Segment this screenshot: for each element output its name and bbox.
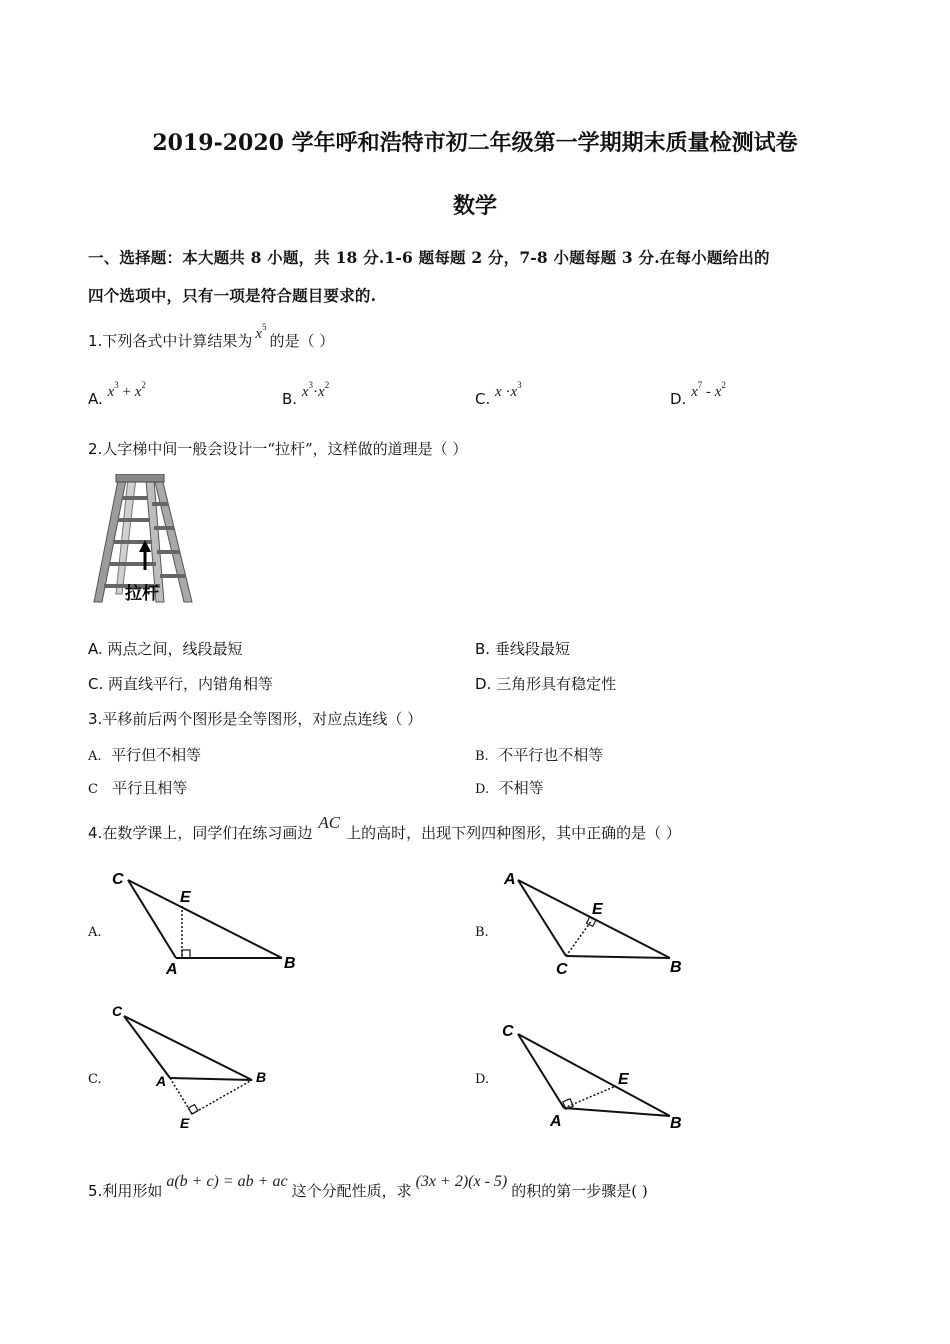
question-text-mid: 这个分配性质，求 bbox=[291, 1182, 412, 1200]
figure-d-label: D. bbox=[475, 1072, 490, 1087]
svg-text:B: B bbox=[670, 1115, 682, 1132]
svg-text:C: C bbox=[556, 961, 568, 978]
svg-text:B: B bbox=[256, 1069, 267, 1085]
svg-text:E: E bbox=[618, 1071, 629, 1088]
section-header-line1: 一、选择题：本大题共 8 小题，共 18 分.1-6 题每题 2 分，7-8 小题每题 3 分.在每小题给出的 bbox=[88, 248, 770, 267]
svg-text:B: B bbox=[670, 959, 682, 976]
q1-option-c[interactable]: C. $x \cdot x^3$ bbox=[475, 380, 522, 408]
figure-a-label: A. bbox=[88, 925, 102, 940]
question-number: 1. bbox=[88, 332, 103, 350]
svg-text:C: C bbox=[502, 1023, 514, 1040]
question-number: 5. bbox=[88, 1182, 103, 1200]
question-4 bbox=[88, 813, 681, 843]
math-expression: $x^7 - x^2$ bbox=[691, 380, 726, 400]
q3-option-d[interactable]: D. 不相等 bbox=[475, 779, 544, 797]
question-text: 人字梯中间一般会设计一“拉杆”，这样做的道理是（ ） bbox=[102, 440, 468, 458]
svg-text:C: C bbox=[112, 871, 124, 888]
svg-text:B: B bbox=[284, 955, 296, 972]
q3-option-c[interactable]: C 平行且相等 bbox=[88, 779, 188, 797]
question-text: 平移前后两个图形是全等图形，对应点连线（ ） bbox=[102, 710, 423, 728]
figure-d bbox=[498, 1018, 698, 1136]
svg-text:A: A bbox=[166, 961, 178, 978]
q1-option-a[interactable]: A. $x^3 + x^2$ bbox=[88, 380, 146, 408]
q3-option-a[interactable]: A. 平行但不相等 bbox=[88, 746, 202, 764]
math-expression: $x^3 + x^2$ bbox=[107, 380, 146, 400]
question-text-end: 上的高时，出现下列四种图形，其中正确的是（ ） bbox=[346, 824, 681, 842]
q1-option-d[interactable]: D. $x^7 - x^2$ bbox=[670, 380, 726, 408]
figure-c-label: C. bbox=[88, 1072, 102, 1087]
math-expression: $x \cdot x^3$ bbox=[495, 380, 522, 400]
svg-text:A: A bbox=[504, 871, 516, 888]
figure-b-label: B. bbox=[475, 925, 489, 940]
svg-text:E: E bbox=[592, 901, 603, 918]
question-number: 3. bbox=[88, 710, 103, 728]
subject-title: 数学 bbox=[452, 193, 497, 219]
question-number: 4. bbox=[88, 824, 103, 842]
question-text: 利用形如 bbox=[102, 1182, 163, 1200]
svg-text:C: C bbox=[112, 1003, 123, 1019]
svg-text:A: A bbox=[156, 1073, 167, 1089]
question-text: 在数学课上，同学们在练习画边 bbox=[102, 824, 313, 842]
math-expression: $x^5$ bbox=[255, 322, 267, 342]
svg-text:E: E bbox=[180, 1115, 190, 1131]
q2-option-d[interactable]: D. 三角形具有稳定性 bbox=[475, 675, 617, 693]
figure-a bbox=[108, 866, 308, 978]
q1-option-b[interactable]: B. $x^3\cdot x^2$ bbox=[282, 380, 330, 408]
math-expression-1: a(b + c) = ab + ac bbox=[166, 1173, 288, 1190]
ladder-image bbox=[88, 474, 198, 610]
question-text-end: 的积的第一步骤是( ) bbox=[511, 1182, 648, 1200]
svg-text:E: E bbox=[180, 889, 191, 906]
section-header-line2: 四个选项中，只有一项是符合题目要求的. bbox=[88, 286, 377, 305]
q2-option-b[interactable]: B. 垂线段最短 bbox=[475, 640, 570, 658]
q2-option-c[interactable]: C. 两直线平行，内错角相等 bbox=[88, 675, 274, 693]
question-5 bbox=[88, 1173, 648, 1201]
question-1 bbox=[88, 322, 335, 351]
figure-b bbox=[498, 866, 698, 978]
ladder-label: 拉杆 bbox=[125, 584, 159, 604]
figure-c bbox=[108, 1002, 278, 1132]
q2-option-a[interactable]: A. 两点之间，线段最短 bbox=[88, 640, 243, 658]
question-text: 下列各式中计算结果为 bbox=[102, 332, 253, 350]
math-expression: AC bbox=[318, 813, 341, 832]
q3-option-b[interactable]: B. 不平行也不相等 bbox=[475, 746, 604, 764]
question-text-end: 的是（ ） bbox=[269, 332, 335, 350]
exam-title: 2019-2020 学年呼和浩特市初二年级第一学期期末质量检测试卷 bbox=[152, 130, 798, 156]
question-2 bbox=[88, 438, 467, 459]
math-expression-2: (3x + 2)(x - 5) bbox=[415, 1173, 508, 1190]
question-3 bbox=[88, 708, 422, 729]
svg-text:A: A bbox=[550, 1113, 562, 1130]
question-number: 2. bbox=[88, 440, 103, 458]
math-expression: $x^3\cdot x^2$ bbox=[301, 380, 330, 400]
